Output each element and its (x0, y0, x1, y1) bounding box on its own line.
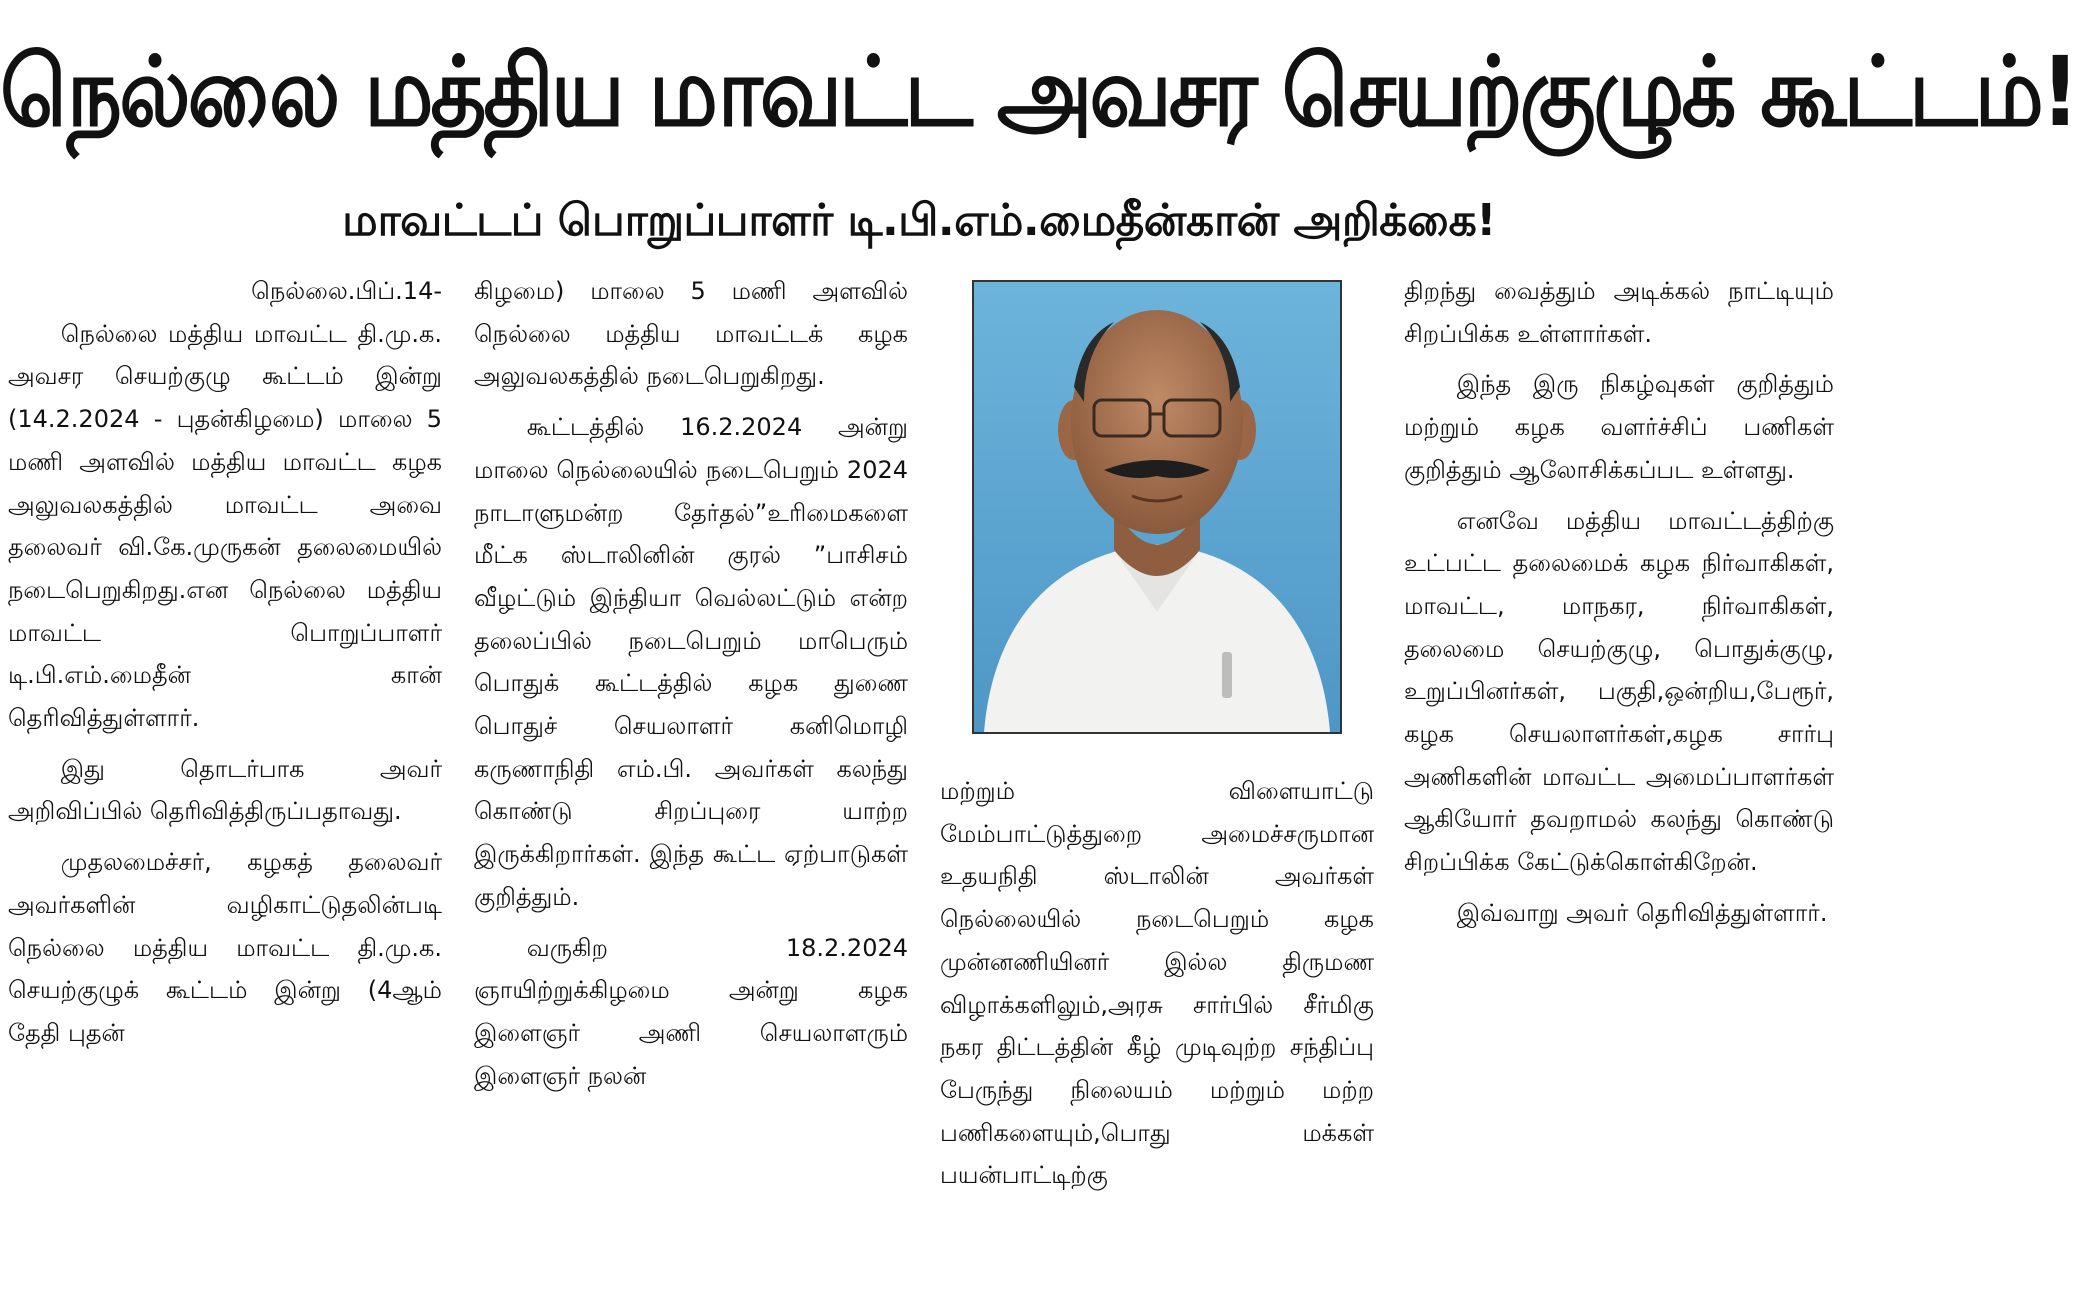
dateline: நெல்லை.பிப்.14- (251, 277, 442, 305)
article-column-2 (474, 270, 908, 1290)
paragraph: மற்றும் விளையாட்டு மேம்பாட்டுத்துறை அமைச்சருமான உதயநிதி ஸ்டாலின் அவர்கள் நெல்லையில் நடைபெறும் கழக முன்னணியினர் இல்ல திருமண விழாக்களிலும்,அரசு சார்பில் சீர்மிகு நகர திட்டத்தின் கீழ் முடிவுற்ற சந்திப்பு பேருந்து நிலையம் மற்றும் மற்ற பணிகளையும்,பொது மக்கள் பயன்பாட்டிற்கு (940, 777, 1374, 1190)
paragraph: முதலமைச்சர், கழகத் தலைவர் அவர்களின் வழிகாட்டுதலின்படி நெல்லை மத்திய மாவட்ட தி.மு.க. செயற்குழுக் கூட்டம் இன்று (4ஆம் தேதி புதன் (8, 848, 442, 1047)
paragraph: கிழமை) மாலை 5 மணி அளவில் நெல்லை மத்திய மாவட்டக் கழக அலுவலகத்தில் நடைபெறுகிறது. (474, 277, 908, 391)
article-column-3 (940, 770, 1374, 1290)
paragraph: இது தொடர்பாக அவர் அறிவிப்பில் தெரிவித்திருப்பதாவது. (8, 754, 442, 826)
paragraph: கூட்டத்தில் 16.2.2024 அன்று மாலை நெல்லையில் நடைபெறும் 2024 நாடாளுமன்ற தேர்தல்”உரிமைகளை மீட்க ஸ்டாலினின் குரல் ”பாசிசம் வீழட்டும் இந்தியா வெல்லட்டும் என்ற தலைப்பில் நடைபெறும் மாபெரும் பொதுக் கூட்டத்தில் கழக துணை பொதுச் செயலாளர் கனிமொழி கருணாநிதி எம்.பி. அவர்கள் கலந்து கொண்டு சிறப்புரை யாற்ற இருக்கிறார்கள். இந்த கூட்ட ஏற்பாடுகள் குறித்தும். (474, 413, 908, 911)
paragraph: வருகிற 18.2.2024 ஞாயிற்றுக்கிழமை அன்று கழக இளைஞர் அணி செயலாளரும் இளைஞர் நலன் (474, 933, 908, 1090)
subheadline: மாவட்டப் பொறுப்பாளர் டி.பி.எம்.மைதீன்கான் அறிக்கை! (342, 195, 1496, 246)
article-column-4 (1404, 270, 1834, 1290)
article-column-1 (8, 270, 442, 1290)
paragraph: திறந்து வைத்தும் அடிக்கல் நாட்டியும் சிறப்பிக்க உள்ளார்கள். (1404, 277, 1834, 348)
portrait-photo (972, 280, 1342, 734)
paragraph: இவ்வாறு அவர் தெரிவித்துள்ளார். (1456, 898, 1828, 927)
paragraph: இந்த இரு நிகழ்வுகள் குறித்தும் மற்றும் கழக வளர்ச்சிப் பணிகள் குறித்தும் ஆலோசிக்கப்பட உள்ளது. (1404, 370, 1834, 484)
paragraph: எனவே மத்திய மாவட்டத்திற்கு உட்பட்ட தலைமைக் கழக நிர்வாகிகள், மாவட்ட, மாநகர, நிர்வாகிகள், தலைமை செயற்குழு, பொதுக்குழு, உறுப்பினர்கள், பகுதி,ஒன்றிய,பேரூர், கழக செயலாளர்கள்,கழக சார்பு அணிகளின் மாவட்ட அமைப்பாளர்கள் ஆகியோர் தவறாமல் கலந்து கொண்டு சிறப்பிக்க கேட்டுக்கொள்கிறேன். (1404, 506, 1834, 877)
paragraph: நெல்லை மத்திய மாவட்ட தி.மு.க. அவசர செயற்குழு கூட்டம் இன்று (14.2.2024 - புதன்கிழமை) மாலை 5 மணி அளவில் மத்திய மாவட்ட கழக அலுவலகத்தில் மாவட்ட அவை தலைவர் வி.கே.முருகன் தலைமையில் நடைபெறுகிறது.என நெல்லை மத்திய மாவட்ட பொறுப்பாளர் டி.பி.எம்.மைதீன் கான் தெரிவித்துள்ளார். (8, 319, 442, 733)
headline: நெல்லை மத்திய மாவட்ட அவசர செயற்குழுக் கூட்டம்! (0, 36, 2077, 149)
portrait-illustration (974, 282, 1340, 732)
